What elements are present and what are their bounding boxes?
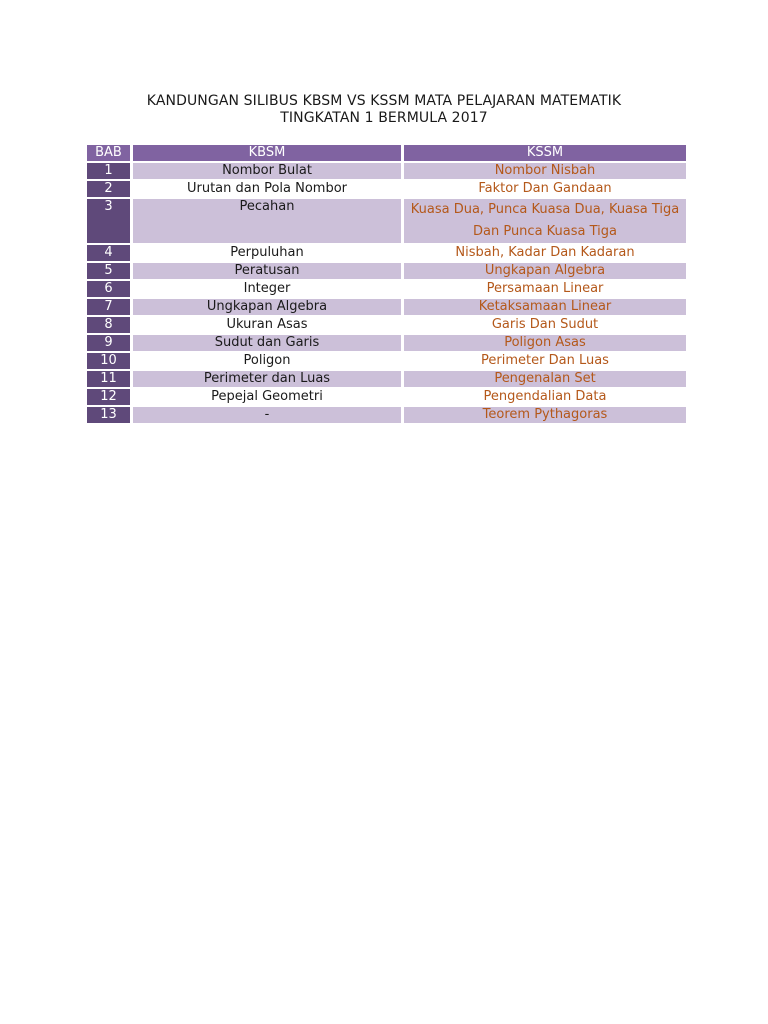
table-row <box>87 199 686 243</box>
header-row <box>87 145 686 161</box>
cell-kssm: Perimeter Dan Luas <box>404 353 686 369</box>
table-row <box>87 353 686 369</box>
cell-kbsm: Perimeter dan Luas <box>133 371 401 387</box>
table-row <box>87 389 686 405</box>
table-row <box>87 317 686 333</box>
cell-bab: 5 <box>87 263 130 279</box>
table-header <box>87 145 686 161</box>
cell-kssm: Ungkapan Algebra <box>404 263 686 279</box>
cell-kbsm: Peratusan <box>133 263 401 279</box>
table-row <box>87 181 686 197</box>
cell-kssm: Ketaksamaan Linear <box>404 299 686 315</box>
cell-bab: 7 <box>87 299 130 315</box>
cell-kbsm: Integer <box>133 281 401 297</box>
cell-kssm: Garis Dan Sudut <box>404 317 686 333</box>
table-row <box>87 299 686 315</box>
table-row <box>87 335 686 351</box>
table-row <box>87 281 686 297</box>
cell-bab: 2 <box>87 181 130 197</box>
title-line-1: KANDUNGAN SILIBUS KBSM VS KSSM MATA PELAJARAN MATEMATIK <box>146 93 622 109</box>
cell-kbsm: Poligon <box>133 353 401 369</box>
cell-kssm: Nisbah, Kadar Dan Kadaran <box>404 245 686 261</box>
cell-bab: 10 <box>87 353 130 369</box>
cell-bab: 12 <box>87 389 130 405</box>
cell-kssm: Faktor Dan Gandaan <box>404 181 686 197</box>
cell-bab: 9 <box>87 335 130 351</box>
cell-kssm: Poligon Asas <box>404 335 686 351</box>
cell-kssm: Pengendalian Data <box>404 389 686 405</box>
table-row <box>87 163 686 179</box>
cell-kssm: Teorem Pythagoras <box>404 407 686 423</box>
title-line-2: TINGKATAN 1 BERMULA 2017 <box>280 110 488 126</box>
cell-kbsm: - <box>133 407 401 423</box>
syllabus-table <box>84 143 689 425</box>
table-row <box>87 407 686 423</box>
table-body <box>87 163 686 423</box>
table-row <box>87 245 686 261</box>
table-row <box>87 263 686 279</box>
header-bab: BAB <box>87 145 130 161</box>
cell-bab: 8 <box>87 317 130 333</box>
cell-bab: 4 <box>87 245 130 261</box>
cell-kssm: Nombor Nisbah <box>404 163 686 179</box>
cell-kbsm: Ukuran Asas <box>133 317 401 333</box>
table-row <box>87 371 686 387</box>
cell-bab: 3 <box>87 199 130 243</box>
cell-bab: 1 <box>87 163 130 179</box>
cell-kssm: Persamaan Linear <box>404 281 686 297</box>
cell-kbsm: Perpuluhan <box>133 245 401 261</box>
cell-kbsm: Pepejal Geometri <box>133 389 401 405</box>
cell-kssm: Pengenalan Set <box>404 371 686 387</box>
header-kbsm: KBSM <box>133 145 401 161</box>
header-kssm: KSSM <box>404 145 686 161</box>
cell-bab: 13 <box>87 407 130 423</box>
cell-kbsm: Nombor Bulat <box>133 163 401 179</box>
cell-kbsm: Sudut dan Garis <box>133 335 401 351</box>
cell-bab: 6 <box>87 281 130 297</box>
cell-kbsm: Pecahan <box>133 199 401 243</box>
document-title <box>0 93 768 127</box>
cell-kbsm: Ungkapan Algebra <box>133 299 401 315</box>
cell-bab: 11 <box>87 371 130 387</box>
cell-kssm: Kuasa Dua, Punca Kuasa Dua, Kuasa Tiga Dan Punca Kuasa Tiga <box>404 199 686 243</box>
cell-kbsm: Urutan dan Pola Nombor <box>133 181 401 197</box>
